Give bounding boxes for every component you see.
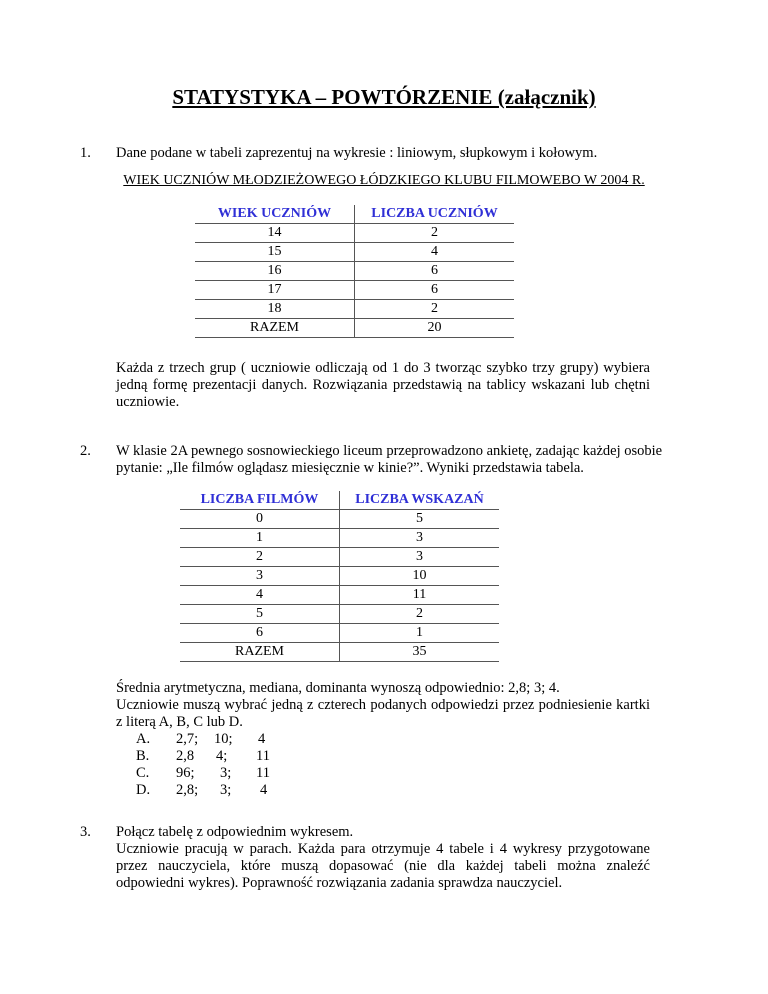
cell-votes: 3 — [340, 548, 500, 567]
option-median: 3; — [220, 765, 232, 781]
task-3-number: 3. — [80, 824, 91, 840]
cell-votes: 11 — [340, 586, 500, 605]
table-row — [195, 300, 514, 319]
option-mode: 4 — [258, 731, 266, 747]
cell-votes: 1 — [340, 624, 500, 643]
table-header-row — [180, 491, 499, 510]
table-row — [180, 605, 499, 624]
cell-films: 3 — [180, 567, 340, 586]
cell-films: 5 — [180, 605, 340, 624]
table-row — [180, 567, 499, 586]
cell-age: 18 — [195, 300, 355, 319]
option-letter: B. — [136, 748, 150, 764]
table-row — [195, 262, 514, 281]
table-total-row — [195, 319, 514, 338]
cell-count: 2 — [355, 224, 515, 243]
table-row — [180, 548, 499, 567]
task-2-number: 2. — [80, 443, 91, 459]
option-mean: 96; — [176, 765, 195, 781]
age-table — [195, 205, 514, 338]
table-row — [180, 510, 499, 529]
cell-count: 6 — [355, 281, 515, 300]
cell-total-value: 20 — [355, 319, 515, 338]
cell-films: 2 — [180, 548, 340, 567]
cell-votes: 3 — [340, 529, 500, 548]
task-2-instruction: Uczniowie muszą wybrać jedną z czterech podanych odpowiedzi przez podniesienie kartki z literą A, B, C lub D. — [116, 697, 650, 730]
option-mean: 2,8; — [176, 782, 199, 798]
table-row — [180, 586, 499, 605]
option-letter: D. — [136, 782, 151, 798]
column-header-count: LICZBA UCZNIÓW — [355, 205, 515, 224]
column-header-votes: LICZBA WSKAZAŃ — [340, 491, 500, 510]
cell-age: 14 — [195, 224, 355, 243]
table-row — [195, 243, 514, 262]
films-table — [180, 491, 499, 662]
option-median: 3; — [220, 782, 232, 798]
cell-films: 1 — [180, 529, 340, 548]
option-letter: C. — [136, 765, 150, 781]
table-row — [195, 224, 514, 243]
table-row — [180, 624, 499, 643]
option-median: 10; — [214, 731, 233, 747]
cell-films: 4 — [180, 586, 340, 605]
cell-total-value: 35 — [340, 643, 500, 662]
option-mean: 2,8 — [176, 748, 195, 764]
option-letter: A. — [136, 731, 151, 747]
table-1-caption: WIEK UCZNIÓW MŁODZIEŻOWEGO ŁÓDZKIEGO KLUBU FILMOWEBO W 2004 R. — [123, 173, 645, 188]
option-median: 4; — [216, 748, 228, 764]
cell-total-label: RAZEM — [180, 643, 340, 662]
column-header-age: WIEK UCZNIÓW — [195, 205, 355, 224]
cell-votes: 10 — [340, 567, 500, 586]
page-title: STATYSTYKA – POWTÓRZENIE (załącznik) — [172, 85, 596, 109]
task-2-stats-line: Średnia arytmetyczna, mediana, dominanta wynoszą odpowiednio: 2,8; 3; 4. — [116, 680, 560, 696]
table-header-row — [195, 205, 514, 224]
table-row — [180, 529, 499, 548]
option-mode: 11 — [256, 765, 270, 781]
task-1-number: 1. — [80, 145, 91, 161]
cell-films: 0 — [180, 510, 340, 529]
option-mode: 11 — [256, 748, 270, 764]
cell-age: 17 — [195, 281, 355, 300]
column-header-films: LICZBA FILMÓW — [180, 491, 340, 510]
option-mean: 2,7; — [176, 731, 199, 747]
cell-count: 4 — [355, 243, 515, 262]
table-total-row — [180, 643, 499, 662]
cell-age: 16 — [195, 262, 355, 281]
task-3-text: Połącz tabelę z odpowiednim wykresem. — [116, 824, 354, 840]
task-3-details: Uczniowie pracują w parach. Każda para otrzymuje 4 tabele i 4 wykresy przygotowane przez nauczyciela, które muszą dopasować (nie dla każdej tabeli można znaleźć odpowiedni wykres). Poprawność rozwiązania zadania sprawdza nauczyciel. — [116, 841, 650, 891]
option-mode: 4 — [260, 782, 268, 798]
cell-films: 6 — [180, 624, 340, 643]
table-row — [195, 281, 514, 300]
task-1-text: Dane podane w tabeli zaprezentuj na wykresie : liniowym, słupkowym i kołowym. — [116, 145, 598, 161]
cell-count: 2 — [355, 300, 515, 319]
cell-age: 15 — [195, 243, 355, 262]
cell-votes: 2 — [340, 605, 500, 624]
cell-total-label: RAZEM — [195, 319, 355, 338]
task-2-text: W klasie 2A pewnego sosnowieckiego liceum przeprowadzono ankietę, zadając każdej osobie pytanie: „Ile filmów oglądasz miesięcznie w kinie?”. Wyniki przedstawia tabela. — [116, 443, 663, 476]
task-1-note: Każda z trzech grup ( uczniowie odliczają od 1 do 3 tworząc szybko trzy grupy) wybiera jedną formę prezentacji danych. Rozwiązania przedstawią na tablicy wskazani lub chętni uczniowie. — [116, 360, 650, 410]
cell-votes: 5 — [340, 510, 500, 529]
cell-count: 6 — [355, 262, 515, 281]
